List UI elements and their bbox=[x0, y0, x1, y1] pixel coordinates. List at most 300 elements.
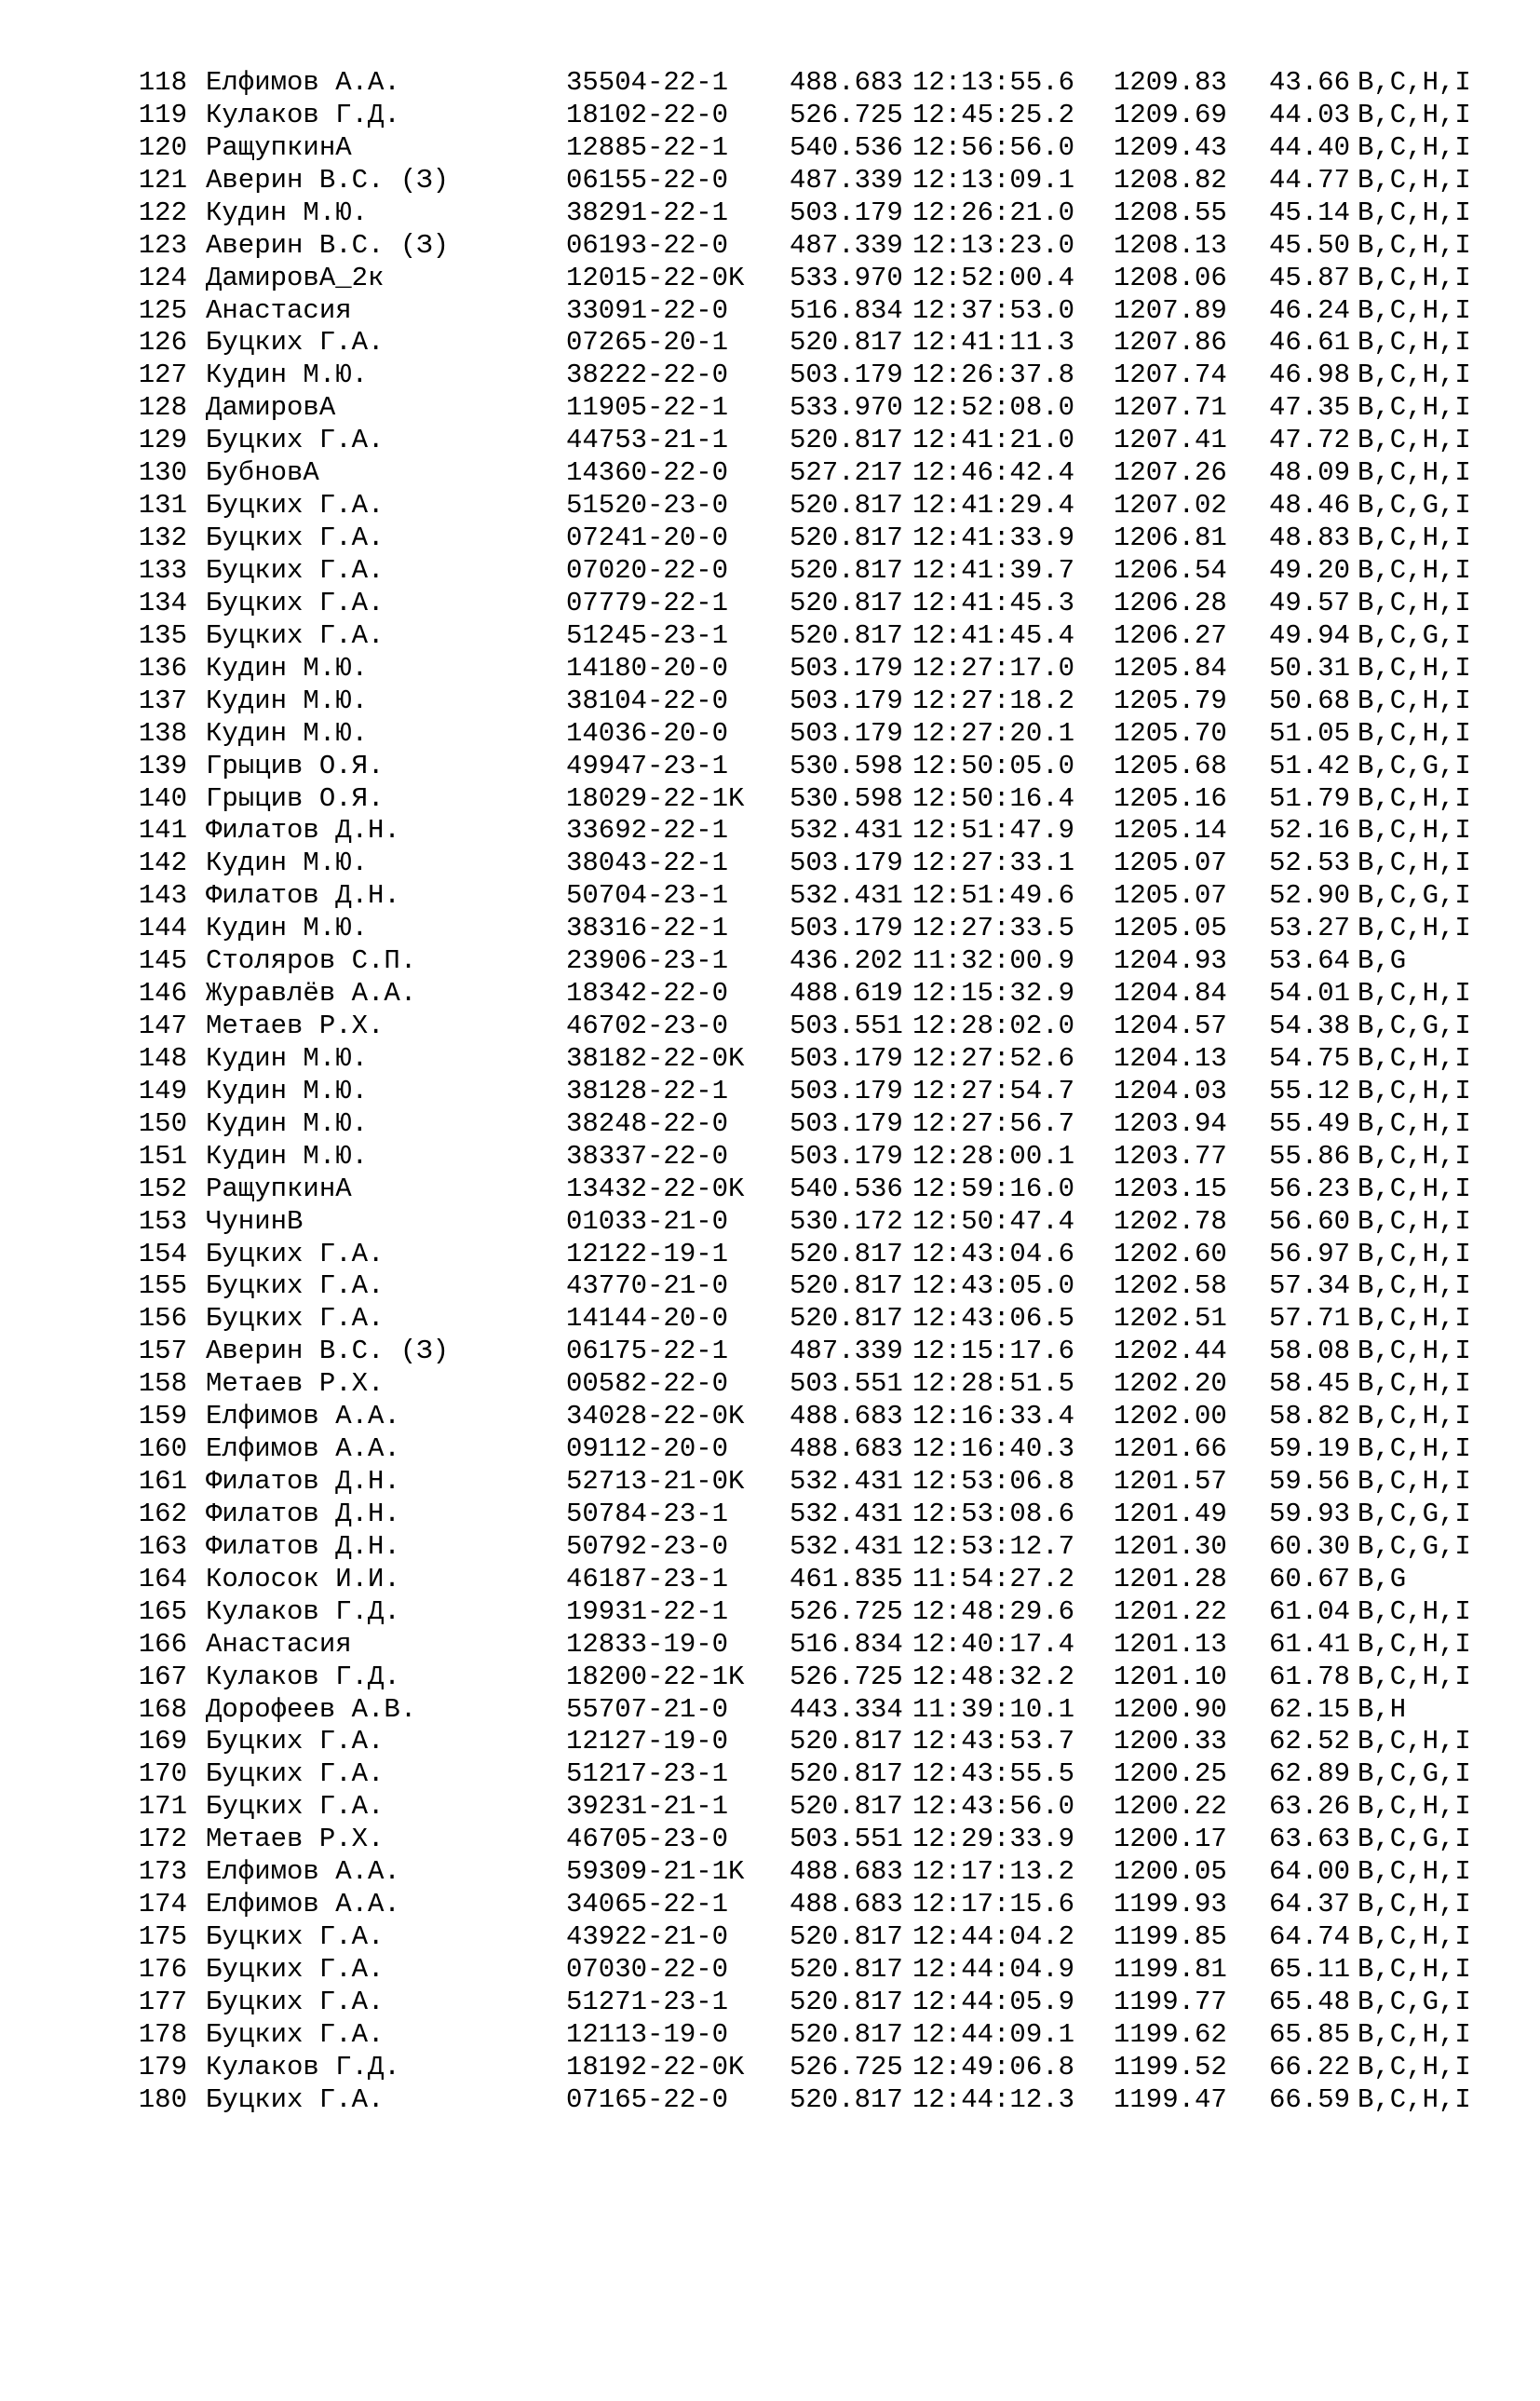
result-row bbox=[0, 783, 1540, 815]
arrival-time: 12:41:21.0 bbox=[912, 425, 1075, 456]
ring-id: 06193-22-0 bbox=[566, 229, 729, 261]
distance: 503.179 bbox=[790, 1107, 903, 1139]
points: 51.42 bbox=[1269, 750, 1351, 781]
fancier-name: Буцких Г.А. bbox=[206, 2018, 385, 2050]
place-number: 137 bbox=[138, 685, 187, 716]
category-flags: B,C,H,I bbox=[1358, 685, 1471, 716]
arrival-time: 12:48:29.6 bbox=[912, 1595, 1075, 1627]
points: 58.08 bbox=[1269, 1336, 1351, 1367]
arrival-time: 12:13:55.6 bbox=[912, 67, 1075, 98]
fancier-name: Кудин М.Ю. bbox=[206, 1075, 369, 1106]
place-number: 166 bbox=[138, 1628, 187, 1660]
distance: 520.817 bbox=[790, 1270, 903, 1302]
result-row bbox=[0, 880, 1540, 912]
fancier-name: Анастасия bbox=[206, 294, 352, 326]
ring-id: 43770-21-0 bbox=[566, 1270, 729, 1302]
ring-id: 19931-22-1 bbox=[566, 1595, 729, 1627]
result-row bbox=[0, 1303, 1540, 1335]
fancier-name: Кудин М.Ю. bbox=[206, 197, 369, 228]
speed: 1205.07 bbox=[1114, 880, 1227, 912]
category-flags: B,C,H,I bbox=[1358, 555, 1471, 586]
distance: 488.683 bbox=[790, 67, 903, 98]
arrival-time: 12:13:23.0 bbox=[912, 229, 1075, 261]
arrival-time: 12:41:39.7 bbox=[912, 555, 1075, 586]
ring-id: 33692-22-1 bbox=[566, 815, 729, 847]
arrival-time: 12:53:12.7 bbox=[912, 1530, 1075, 1562]
place-number: 149 bbox=[138, 1075, 187, 1106]
distance: 526.725 bbox=[790, 1661, 903, 1692]
result-row bbox=[0, 685, 1540, 717]
category-flags: B,C,H,I bbox=[1358, 197, 1471, 228]
place-number: 180 bbox=[138, 2083, 187, 2115]
points: 63.26 bbox=[1269, 1791, 1351, 1823]
category-flags: B,C,H,I bbox=[1358, 457, 1471, 489]
place-number: 155 bbox=[138, 1270, 187, 1302]
result-row bbox=[0, 588, 1540, 619]
points: 58.82 bbox=[1269, 1401, 1351, 1432]
place-number: 138 bbox=[138, 717, 187, 749]
distance: 503.179 bbox=[790, 1075, 903, 1106]
fancier-name: Кудин М.Ю. bbox=[206, 848, 369, 879]
fancier-name: Буцких Г.А. bbox=[206, 587, 385, 618]
ring-id: 55707-21-0 bbox=[566, 1693, 729, 1725]
place-number: 139 bbox=[138, 750, 187, 781]
arrival-time: 11:54:27.2 bbox=[912, 1563, 1075, 1594]
result-row bbox=[0, 1954, 1540, 1986]
arrival-time: 12:27:54.7 bbox=[912, 1075, 1075, 1106]
result-row bbox=[0, 1270, 1540, 1302]
speed: 1199.52 bbox=[1114, 2051, 1227, 2082]
result-row bbox=[0, 1662, 1540, 1693]
result-row bbox=[0, 230, 1540, 262]
speed: 1203.77 bbox=[1114, 1140, 1227, 1172]
result-row bbox=[0, 295, 1540, 327]
place-number: 120 bbox=[138, 131, 187, 163]
points: 46.61 bbox=[1269, 327, 1351, 359]
result-row bbox=[0, 67, 1540, 99]
fancier-name: ЧунинВ bbox=[206, 1205, 304, 1237]
place-number: 119 bbox=[138, 99, 187, 130]
category-flags: B,C,H,I bbox=[1358, 392, 1471, 424]
points: 60.30 bbox=[1269, 1530, 1351, 1562]
place-number: 164 bbox=[138, 1563, 187, 1594]
speed: 1202.51 bbox=[1114, 1303, 1227, 1335]
distance: 487.339 bbox=[790, 1336, 903, 1367]
speed: 1201.49 bbox=[1114, 1498, 1227, 1529]
fancier-name: Кулаков Г.Д. bbox=[206, 1661, 400, 1692]
result-row bbox=[0, 1206, 1540, 1238]
category-flags: B,H bbox=[1358, 1693, 1407, 1725]
category-flags: B,C,G,I bbox=[1358, 1498, 1471, 1529]
ring-id: 38104-22-0 bbox=[566, 685, 729, 716]
points: 54.38 bbox=[1269, 1011, 1351, 1041]
place-number: 141 bbox=[138, 815, 187, 847]
points: 61.41 bbox=[1269, 1628, 1351, 1660]
arrival-time: 12:29:33.9 bbox=[912, 1824, 1075, 1855]
place-number: 173 bbox=[138, 1856, 187, 1888]
distance: 526.725 bbox=[790, 1595, 903, 1627]
ring-id: 07165-22-0 bbox=[566, 2083, 729, 2115]
place-number: 124 bbox=[138, 262, 187, 293]
fancier-name: Буцких Г.А. bbox=[206, 1303, 385, 1335]
arrival-time: 12:28:02.0 bbox=[912, 1011, 1075, 1041]
speed: 1203.94 bbox=[1114, 1107, 1227, 1139]
fancier-name: Буцких Г.А. bbox=[206, 1238, 385, 1269]
speed: 1208.82 bbox=[1114, 164, 1227, 196]
distance: 520.817 bbox=[790, 1726, 903, 1757]
category-flags: B,C,H,I bbox=[1358, 262, 1471, 293]
category-flags: B,C,H,I bbox=[1358, 294, 1471, 326]
place-number: 162 bbox=[138, 1498, 187, 1529]
distance: 503.179 bbox=[790, 717, 903, 749]
points: 65.48 bbox=[1269, 1986, 1351, 2017]
fancier-name: Филатов Д.Н. bbox=[206, 1498, 400, 1529]
result-row bbox=[0, 978, 1540, 1010]
arrival-time: 12:56:56.0 bbox=[912, 131, 1075, 163]
arrival-time: 12:28:51.5 bbox=[912, 1368, 1075, 1400]
fancier-name: Грыцив О.Я. bbox=[206, 782, 385, 814]
fancier-name: Журавлёв А.А. bbox=[206, 978, 417, 1009]
speed: 1199.81 bbox=[1114, 1953, 1227, 1985]
place-number: 175 bbox=[138, 1921, 187, 1952]
result-row bbox=[0, 718, 1540, 750]
speed: 1201.22 bbox=[1114, 1595, 1227, 1627]
place-number: 146 bbox=[138, 978, 187, 1009]
result-row bbox=[0, 1564, 1540, 1595]
speed: 1209.83 bbox=[1114, 67, 1227, 98]
result-row bbox=[0, 555, 1540, 587]
distance: 436.202 bbox=[790, 945, 903, 977]
points: 55.86 bbox=[1269, 1140, 1351, 1172]
distance: 488.683 bbox=[790, 1401, 903, 1432]
ring-id: 09112-20-0 bbox=[566, 1433, 729, 1465]
distance: 503.179 bbox=[790, 359, 903, 391]
result-row bbox=[0, 359, 1540, 391]
fancier-name: Буцких Г.А. bbox=[206, 490, 385, 522]
ring-id: 12885-22-1 bbox=[566, 131, 729, 163]
ring-id: 14180-20-0 bbox=[566, 652, 729, 684]
place-number: 133 bbox=[138, 555, 187, 586]
points: 64.74 bbox=[1269, 1921, 1351, 1952]
arrival-time: 12:52:00.4 bbox=[912, 262, 1075, 293]
distance: 540.536 bbox=[790, 1173, 903, 1204]
category-flags: B,C,G,I bbox=[1358, 750, 1471, 781]
points: 45.14 bbox=[1269, 197, 1351, 228]
speed: 1208.06 bbox=[1114, 262, 1227, 293]
result-row bbox=[0, 1239, 1540, 1270]
distance: 532.431 bbox=[790, 815, 903, 847]
points: 60.67 bbox=[1269, 1563, 1351, 1594]
points: 61.78 bbox=[1269, 1661, 1351, 1692]
speed: 1202.44 bbox=[1114, 1336, 1227, 1367]
distance: 503.179 bbox=[790, 1140, 903, 1172]
arrival-time: 12:43:53.7 bbox=[912, 1726, 1075, 1757]
points: 50.68 bbox=[1269, 685, 1351, 716]
fancier-name: Буцких Г.А. bbox=[206, 425, 385, 456]
distance: 443.334 bbox=[790, 1693, 903, 1725]
ring-id: 18102-22-0 bbox=[566, 99, 729, 130]
speed: 1201.30 bbox=[1114, 1530, 1227, 1562]
ring-id: 14144-20-0 bbox=[566, 1303, 729, 1335]
category-flags: B,C,H,I bbox=[1358, 359, 1471, 391]
category-flags: B,C,G,I bbox=[1358, 1530, 1471, 1562]
ring-id: 18192-22-0K bbox=[566, 2051, 745, 2082]
arrival-time: 12:41:29.4 bbox=[912, 490, 1075, 522]
result-row bbox=[0, 1629, 1540, 1661]
arrival-time: 12:46:42.4 bbox=[912, 457, 1075, 489]
distance: 520.817 bbox=[790, 587, 903, 618]
category-flags: B,C,H,I bbox=[1358, 848, 1471, 879]
place-number: 154 bbox=[138, 1238, 187, 1269]
points: 56.60 bbox=[1269, 1205, 1351, 1237]
speed: 1199.77 bbox=[1114, 1986, 1227, 2017]
distance: 532.431 bbox=[790, 1466, 903, 1497]
arrival-time: 12:41:11.3 bbox=[912, 327, 1075, 359]
category-flags: B,C,G,I bbox=[1358, 1986, 1471, 2017]
fancier-name: Буцких Г.А. bbox=[206, 1726, 385, 1757]
ring-id: 51245-23-1 bbox=[566, 619, 729, 651]
place-number: 147 bbox=[138, 1011, 187, 1041]
place-number: 169 bbox=[138, 1726, 187, 1757]
speed: 1200.22 bbox=[1114, 1791, 1227, 1823]
distance: 530.598 bbox=[790, 750, 903, 781]
place-number: 170 bbox=[138, 1758, 187, 1790]
fancier-name: Колосок И.И. bbox=[206, 1563, 400, 1594]
distance: 520.817 bbox=[790, 490, 903, 522]
fancier-name: Елфимов А.А. bbox=[206, 1856, 400, 1888]
distance: 503.551 bbox=[790, 1824, 903, 1855]
arrival-time: 12:53:08.6 bbox=[912, 1498, 1075, 1529]
speed: 1202.60 bbox=[1114, 1238, 1227, 1269]
points: 59.56 bbox=[1269, 1466, 1351, 1497]
category-flags: B,C,H,I bbox=[1358, 99, 1471, 130]
category-flags: B,C,G,I bbox=[1358, 1011, 1471, 1041]
place-number: 143 bbox=[138, 880, 187, 912]
ring-id: 07030-22-0 bbox=[566, 1953, 729, 1985]
result-row bbox=[0, 132, 1540, 164]
result-row bbox=[0, 425, 1540, 456]
ring-id: 13432-22-0K bbox=[566, 1173, 745, 1204]
distance: 532.431 bbox=[790, 1498, 903, 1529]
distance: 461.835 bbox=[790, 1563, 903, 1594]
arrival-time: 12:41:45.3 bbox=[912, 587, 1075, 618]
speed: 1208.55 bbox=[1114, 197, 1227, 228]
category-flags: B,C,H,I bbox=[1358, 587, 1471, 618]
ring-id: 14036-20-0 bbox=[566, 717, 729, 749]
distance: 527.217 bbox=[790, 457, 903, 489]
ring-id: 52713-21-0K bbox=[566, 1466, 745, 1497]
category-flags: B,C,H,I bbox=[1358, 1628, 1471, 1660]
result-row bbox=[0, 1433, 1540, 1465]
speed: 1205.79 bbox=[1114, 685, 1227, 716]
category-flags: B,C,H,I bbox=[1358, 1856, 1471, 1888]
result-row bbox=[0, 2019, 1540, 2051]
points: 53.64 bbox=[1269, 945, 1351, 977]
ring-id: 38222-22-0 bbox=[566, 359, 729, 391]
category-flags: B,C,H,I bbox=[1358, 717, 1471, 749]
category-flags: B,C,H,I bbox=[1358, 782, 1471, 814]
arrival-time: 12:50:47.4 bbox=[912, 1205, 1075, 1237]
arrival-time: 12:51:47.9 bbox=[912, 815, 1075, 847]
category-flags: B,C,H,I bbox=[1358, 1303, 1471, 1335]
ring-id: 18342-22-0 bbox=[566, 978, 729, 1009]
category-flags: B,C,H,I bbox=[1358, 1368, 1471, 1400]
fancier-name: ДамировА_2к bbox=[206, 262, 385, 293]
distance: 520.817 bbox=[790, 1791, 903, 1823]
distance: 488.683 bbox=[790, 1433, 903, 1465]
category-flags: B,C,G,I bbox=[1358, 1824, 1471, 1855]
arrival-time: 12:27:56.7 bbox=[912, 1107, 1075, 1139]
result-row bbox=[0, 1499, 1540, 1530]
fancier-name: РащупкинА bbox=[206, 131, 352, 163]
arrival-time: 11:32:00.9 bbox=[912, 945, 1075, 977]
place-number: 130 bbox=[138, 457, 187, 489]
distance: 503.179 bbox=[790, 685, 903, 716]
place-number: 157 bbox=[138, 1336, 187, 1367]
result-row bbox=[0, 457, 1540, 489]
place-number: 144 bbox=[138, 913, 187, 944]
arrival-time: 12:43:56.0 bbox=[912, 1791, 1075, 1823]
result-row bbox=[0, 653, 1540, 685]
distance: 526.725 bbox=[790, 2051, 903, 2082]
ring-id: 38291-22-1 bbox=[566, 197, 729, 228]
result-row bbox=[0, 751, 1540, 782]
arrival-time: 12:16:33.4 bbox=[912, 1401, 1075, 1432]
arrival-time: 12:44:05.9 bbox=[912, 1986, 1075, 2017]
fancier-name: Буцких Г.А. bbox=[206, 1270, 385, 1302]
result-row bbox=[0, 1466, 1540, 1498]
points: 64.37 bbox=[1269, 1889, 1351, 1920]
category-flags: B,C,G,I bbox=[1358, 490, 1471, 522]
distance: 503.179 bbox=[790, 652, 903, 684]
place-number: 132 bbox=[138, 522, 187, 553]
ring-id: 12127-19-0 bbox=[566, 1726, 729, 1757]
points: 46.98 bbox=[1269, 359, 1351, 391]
speed: 1201.28 bbox=[1114, 1563, 1227, 1594]
place-number: 158 bbox=[138, 1368, 187, 1400]
ring-id: 50792-23-0 bbox=[566, 1530, 729, 1562]
place-number: 171 bbox=[138, 1791, 187, 1823]
fancier-name: Кудин М.Ю. bbox=[206, 913, 369, 944]
place-number: 136 bbox=[138, 652, 187, 684]
ring-id: 50784-23-1 bbox=[566, 1498, 729, 1529]
fancier-name: Аверин В.С. (З) bbox=[206, 164, 450, 196]
fancier-name: Кудин М.Ю. bbox=[206, 1042, 369, 1074]
result-row bbox=[0, 197, 1540, 229]
fancier-name: Буцких Г.А. bbox=[206, 522, 385, 553]
arrival-time: 12:51:49.6 bbox=[912, 880, 1075, 912]
ring-id: 51217-23-1 bbox=[566, 1758, 729, 1790]
points: 64.00 bbox=[1269, 1856, 1351, 1888]
result-row bbox=[0, 1336, 1540, 1367]
category-flags: B,C,H,I bbox=[1358, 131, 1471, 163]
arrival-time: 12:17:15.6 bbox=[912, 1889, 1075, 1920]
place-number: 159 bbox=[138, 1401, 187, 1432]
arrival-time: 11:39:10.1 bbox=[912, 1693, 1075, 1725]
speed: 1201.66 bbox=[1114, 1433, 1227, 1465]
distance: 503.551 bbox=[790, 1011, 903, 1041]
points: 62.89 bbox=[1269, 1758, 1351, 1790]
place-number: 148 bbox=[138, 1042, 187, 1074]
speed: 1205.70 bbox=[1114, 717, 1227, 749]
distance: 516.834 bbox=[790, 294, 903, 326]
place-number: 145 bbox=[138, 945, 187, 977]
ring-id: 39231-21-1 bbox=[566, 1791, 729, 1823]
points: 57.71 bbox=[1269, 1303, 1351, 1335]
arrival-time: 12:43:04.6 bbox=[912, 1238, 1075, 1269]
distance: 503.179 bbox=[790, 913, 903, 944]
arrival-time: 12:45:25.2 bbox=[912, 99, 1075, 130]
result-row bbox=[0, 263, 1540, 294]
place-number: 179 bbox=[138, 2051, 187, 2082]
points: 44.40 bbox=[1269, 131, 1351, 163]
fancier-name: Кулаков Г.Д. bbox=[206, 99, 400, 130]
distance: 520.817 bbox=[790, 1921, 903, 1952]
place-number: 160 bbox=[138, 1433, 187, 1465]
points: 52.53 bbox=[1269, 848, 1351, 879]
place-number: 150 bbox=[138, 1107, 187, 1139]
fancier-name: Буцких Г.А. bbox=[206, 619, 385, 651]
category-flags: B,C,H,I bbox=[1358, 229, 1471, 261]
points: 66.22 bbox=[1269, 2051, 1351, 2082]
fancier-name: Филатов Д.Н. bbox=[206, 1466, 400, 1497]
category-flags: B,C,H,I bbox=[1358, 978, 1471, 1009]
ring-id: 43922-21-0 bbox=[566, 1921, 729, 1952]
category-flags: B,C,H,I bbox=[1358, 425, 1471, 456]
points: 48.46 bbox=[1269, 490, 1351, 522]
speed: 1207.86 bbox=[1114, 327, 1227, 359]
result-row bbox=[0, 1596, 1540, 1628]
fancier-name: Буцких Г.А. bbox=[206, 327, 385, 359]
points: 55.12 bbox=[1269, 1075, 1351, 1106]
ring-id: 12122-19-1 bbox=[566, 1238, 729, 1269]
ring-id: 06175-22-1 bbox=[566, 1336, 729, 1367]
place-number: 125 bbox=[138, 294, 187, 326]
arrival-time: 12:44:12.3 bbox=[912, 2083, 1075, 2115]
speed: 1199.93 bbox=[1114, 1889, 1227, 1920]
category-flags: B,C,H,I bbox=[1358, 1791, 1471, 1823]
result-row bbox=[0, 620, 1540, 652]
arrival-time: 12:43:06.5 bbox=[912, 1303, 1075, 1335]
place-number: 156 bbox=[138, 1303, 187, 1335]
speed: 1205.07 bbox=[1114, 848, 1227, 879]
ring-id: 11905-22-1 bbox=[566, 392, 729, 424]
arrival-time: 12:27:18.2 bbox=[912, 685, 1075, 716]
points: 62.52 bbox=[1269, 1726, 1351, 1757]
arrival-time: 12:26:21.0 bbox=[912, 197, 1075, 228]
result-row bbox=[0, 100, 1540, 131]
speed: 1200.17 bbox=[1114, 1824, 1227, 1855]
points: 57.34 bbox=[1269, 1270, 1351, 1302]
fancier-name: Кулаков Г.Д. bbox=[206, 2051, 400, 2082]
speed: 1207.71 bbox=[1114, 392, 1227, 424]
speed: 1203.15 bbox=[1114, 1173, 1227, 1204]
arrival-time: 12:27:33.1 bbox=[912, 848, 1075, 879]
ring-id: 34065-22-1 bbox=[566, 1889, 729, 1920]
points: 59.93 bbox=[1269, 1498, 1351, 1529]
category-flags: B,C,H,I bbox=[1358, 1140, 1471, 1172]
place-number: 178 bbox=[138, 2018, 187, 2050]
fancier-name: Анастасия bbox=[206, 1628, 352, 1660]
category-flags: B,C,H,I bbox=[1358, 1270, 1471, 1302]
arrival-time: 12:59:16.0 bbox=[912, 1173, 1075, 1204]
place-number: 174 bbox=[138, 1889, 187, 1920]
fancier-name: Кудин М.Ю. bbox=[206, 717, 369, 749]
points: 63.63 bbox=[1269, 1824, 1351, 1855]
distance: 503.551 bbox=[790, 1368, 903, 1400]
speed: 1201.57 bbox=[1114, 1466, 1227, 1497]
speed: 1204.13 bbox=[1114, 1042, 1227, 1074]
